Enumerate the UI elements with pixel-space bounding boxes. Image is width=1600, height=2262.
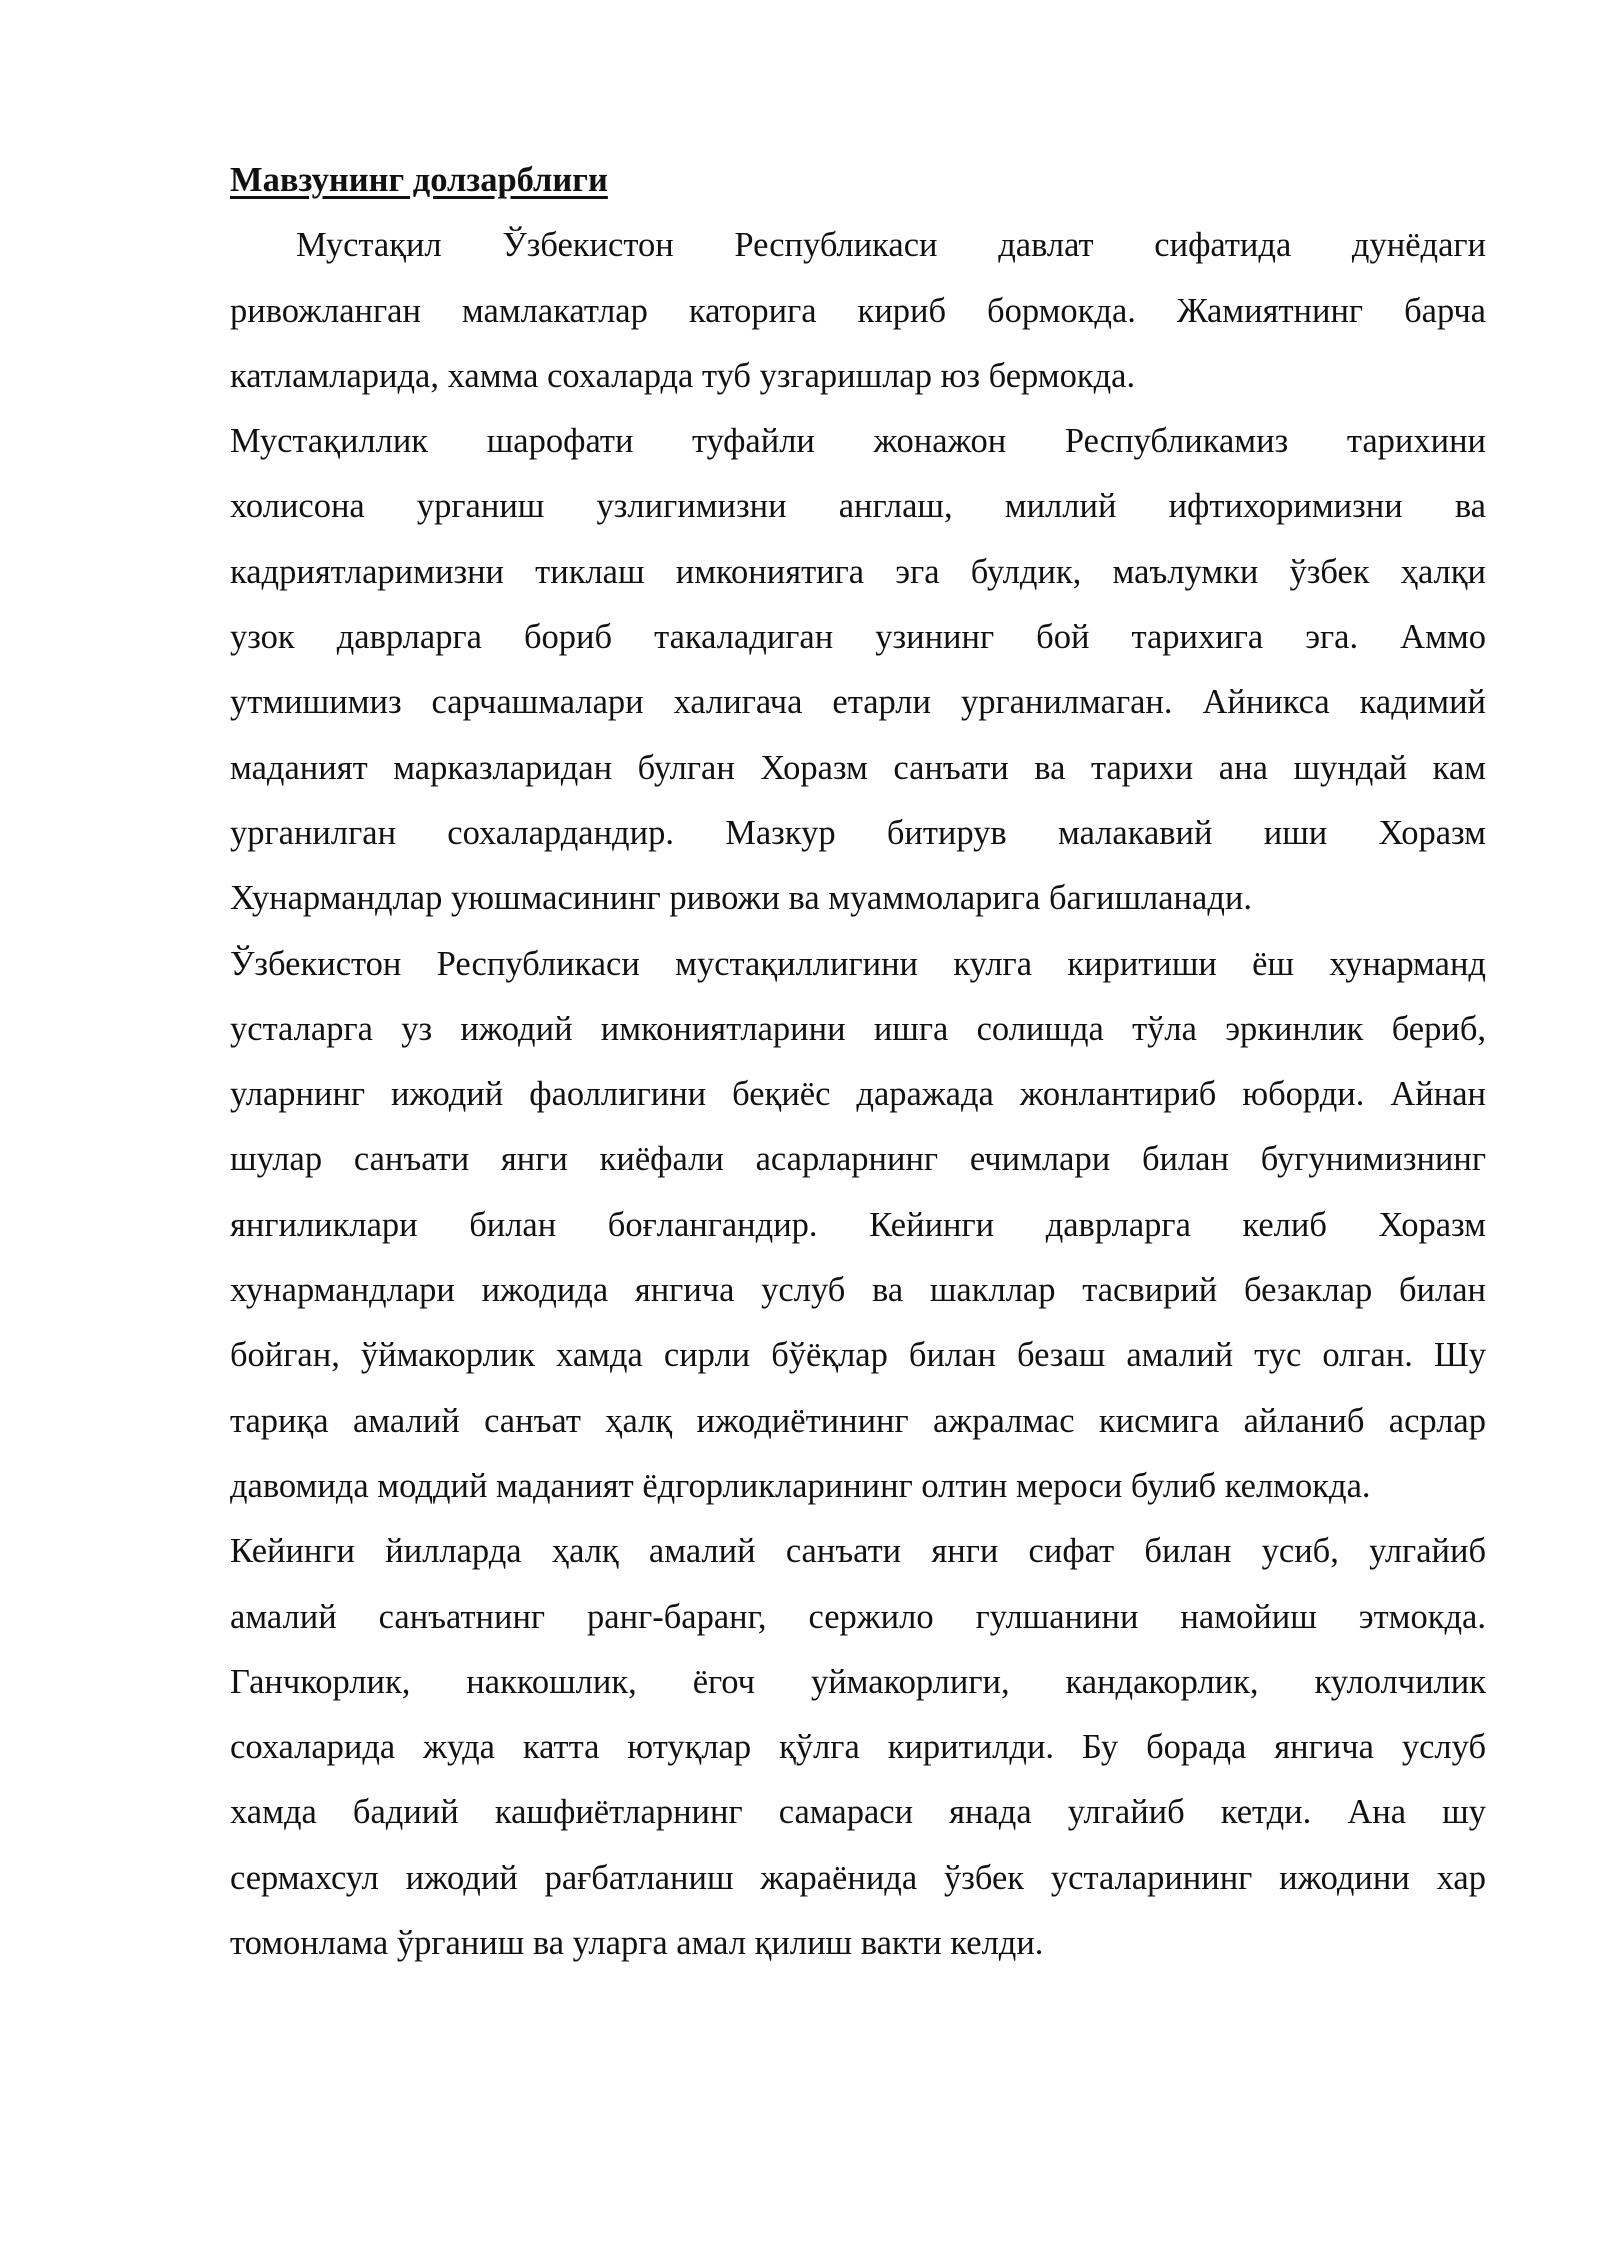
text-line: амалий санъатнинг ранг-баранг, сержило гулшанини намойиш этмокда. (230, 1597, 1486, 1636)
text-line: Ганчкорлик, наккошлик, ёгоч уймакорлиги, кандакорлик, кулолчилик (230, 1662, 1486, 1701)
text-line: усталарга уз ижодий имкониятларини ишга солишда тўла эркинлик бериб, (230, 1009, 1486, 1048)
text-line: Мустақиллик шарофати туфайли жонажон Республикамиз тарихини (230, 422, 1486, 461)
text-line: Хунармандлар уюшмасининг ривожи ва муаммоларига багишланади. (230, 879, 1252, 918)
text-line: томонлама ўрганиш ва уларга амал қилиш вакти келди. (230, 1924, 1044, 1963)
paragraph-independence (230, 409, 1486, 931)
text-line: Мустақил Ўзбекистон Республикаси давлат сифатида дунёдаги (296, 226, 1486, 265)
paragraph-applied-art (230, 1519, 1486, 1976)
text-line: Кейинги йилларда ҳалқ амалий санъати янги сифат билан усиб, улгайиб (230, 1532, 1486, 1571)
text-line: сохаларида жуда катта ютуқлар қўлга киритилди. Бу борада янгича услуб (230, 1728, 1486, 1767)
text-line: шулар санъати янги киёфали асарларнинг ечимлари билан бугунимизнинг (230, 1140, 1486, 1179)
text-line: уларнинг ижодий фаоллигини беқиёс даражада жонлантириб юборди. Айнан (230, 1075, 1486, 1114)
text-line: ривожланган мамлакатлар каторига кириб бормокда. Жамиятнинг барча (230, 291, 1486, 330)
text-line: тариқа амалий санъат ҳалқ ижодиётининг ажралмас кисмига айланиб асрлар (230, 1401, 1486, 1440)
text-line: янгиликлари билан боғлангандир. Кейинги даврларга келиб Хоразм (230, 1205, 1486, 1244)
text-line: урганилган сохалардандир. Мазкур битирув малакавий иши Хоразм (230, 813, 1486, 852)
text-line: утмишимиз сарчашмалари халигача етарли урганилмаган. Айникса кадимий (230, 683, 1486, 722)
text-line: кадриятларимизни тиклаш имкониятига эга булдик, маълумки ўзбек ҳалқи (230, 552, 1486, 591)
document-body (230, 148, 1486, 1976)
document-heading: Мавзунинг долзарблиги (230, 161, 608, 199)
text-line: бойган, ўймакорлик хамда сирли бўёқлар билан безаш амалий тус олган. Шу (230, 1336, 1486, 1375)
text-line: сермахсул ижодий рағбатланиш жараёнида ўзбек усталарининг ижодини хар (230, 1858, 1486, 1897)
text-line: холисона урганиш узлигимизни англаш, миллий ифтихоримизни ва (230, 487, 1486, 526)
paragraph-craftsmen (230, 932, 1486, 1520)
text-line: хамда бадиий кашфиётларнинг самараси янада улгайиб кетди. Ана шу (230, 1793, 1486, 1832)
text-line: маданият марказларидан булган Хоразм санъати ва тарихи ана шундай кам (230, 748, 1486, 787)
paragraph-intro (230, 213, 1486, 409)
text-line: узок даврларга бориб такаладиган узининг бой тарихига эга. Аммо (230, 618, 1486, 657)
text-line: катламларида, хамма сохаларда туб узгаришлар юз бермокда. (230, 356, 1136, 395)
text-line: Ўзбекистон Республикаси мустақиллигини кулга киритиши ёш хунарманд (230, 944, 1486, 983)
text-line: давомида моддий маданият ёдгорликларининг олтин мероси булиб келмокда. (230, 1466, 1371, 1505)
text-line: хунармандлари ижодида янгича услуб ва шакллар тасвирий безаклар билан (230, 1271, 1486, 1310)
